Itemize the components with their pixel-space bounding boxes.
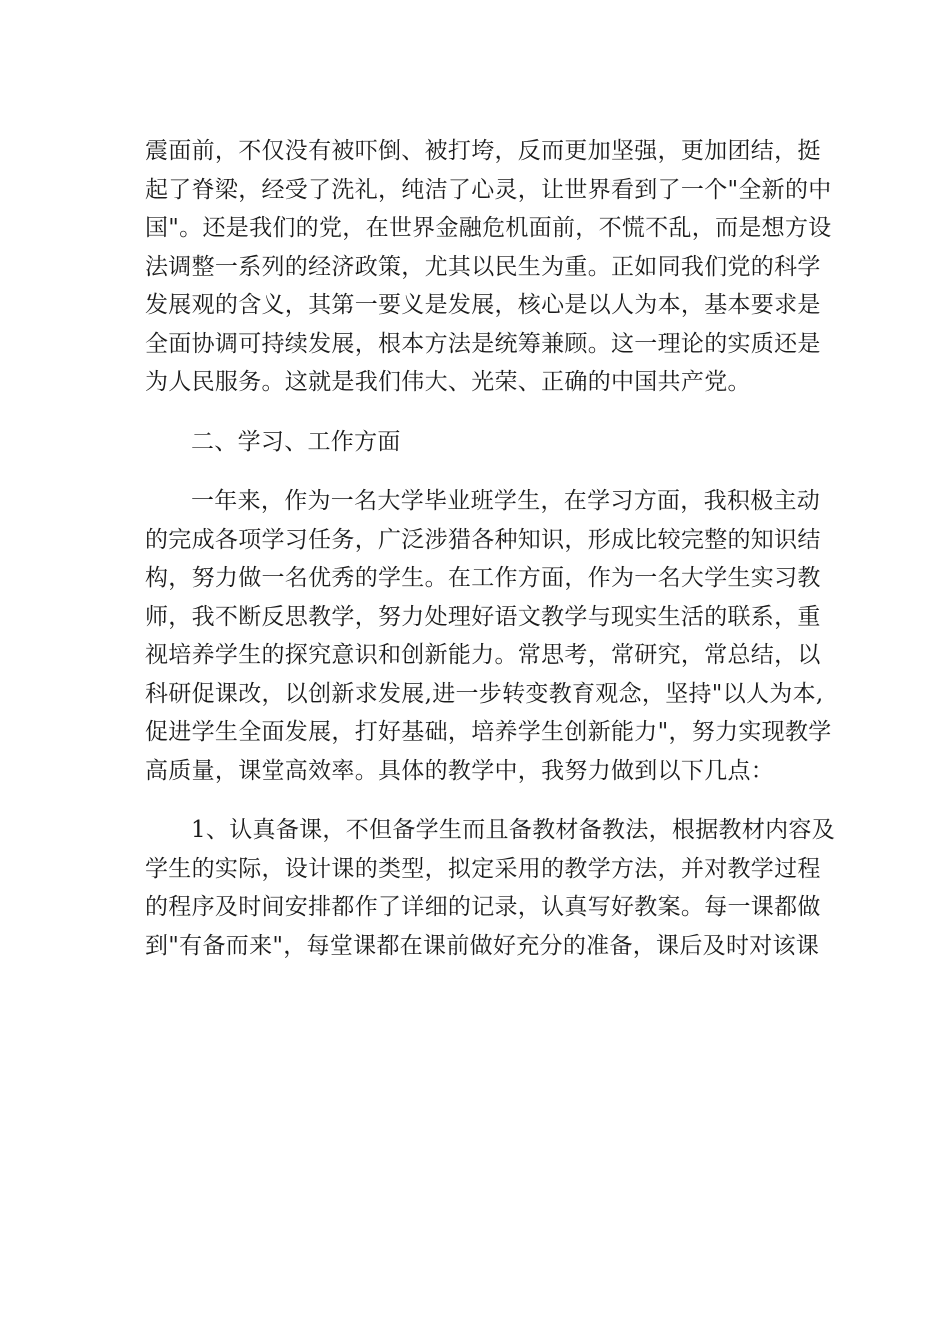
text-line: 促进学生全面发展，打好基础，培养学生创新能力"，努力实现教学 <box>145 719 832 745</box>
text-line: 起了脊梁，经受了洗礼，纯洁了心灵，让世界看到了一个"全新的中 <box>145 176 832 203</box>
text-line: 高质量，课堂高效率。具体的教学中，我努力做到以下几点： <box>145 757 775 784</box>
text-line: 法调整一系列的经济政策，尤其以民生为重。正如同我们党的科学 <box>145 253 821 280</box>
text-line: 构，努力做一名优秀的学生。在工作方面，作为一名大学生实习教 <box>145 565 821 591</box>
text-line: 的程序及时间安排都作了详细的记录，认真写好教案。每一课都做 <box>145 894 821 920</box>
text-line: 一年来，作为一名大学毕业班学生，在学习方面，我积极主动 <box>191 488 821 514</box>
text-line: 视培养学生的探究意识和创新能力。常思考，常研究，常总结，以 <box>145 642 821 668</box>
text-line: 到"有备而来"，每堂课都在课前做好充分的准备，课后及时对该课 <box>145 932 820 959</box>
text-line: 震面前，不仅没有被吓倒、被打垮，反而更加坚强，更加团结，挺 <box>145 138 821 164</box>
paragraph-lesson-prep <box>145 811 836 965</box>
text-line: 为人民服务。这就是我们伟大、光荣、正确的中国共产党。 <box>145 369 751 395</box>
text-line: 学生的实际，设计课的类型，拟定采用的教学方法，并对教学过程 <box>145 855 821 882</box>
paragraph-study-work <box>145 482 832 790</box>
document-body <box>145 132 836 965</box>
text-line: 全面协调可持续发展，根本方法是统筹兼顾。这一理论的实质还是 <box>145 330 821 357</box>
text-line: 1、认真备课，不但备学生而且备教材备教法，根据教材内容及 <box>191 817 836 843</box>
text-line: 的完成各项学习任务，广泛涉猎各种知识，形成比较完整的知识结 <box>145 526 821 553</box>
paragraph-gap <box>145 461 805 482</box>
text-line: 师，我不断反思教学，努力处理好语文教学与现实生活的联系，重 <box>145 603 821 630</box>
paragraph-party-achievements <box>145 132 832 402</box>
text-line: 国"。还是我们的党，在世界金融危机面前，不慌不乱，而是想方设 <box>145 215 832 241</box>
text-line: 科研促课改，以创新求发展,进一步转变教育观念，坚持"以人为本, <box>145 680 824 707</box>
section-heading-text: 二、学习、工作方面 <box>191 428 401 455</box>
text-line: 发展观的含义，其第一要义是发展，核心是以人为本，基本要求是 <box>145 292 821 318</box>
section-heading <box>145 423 805 462</box>
paragraph-gap <box>145 790 805 811</box>
paragraph-gap <box>145 402 805 423</box>
